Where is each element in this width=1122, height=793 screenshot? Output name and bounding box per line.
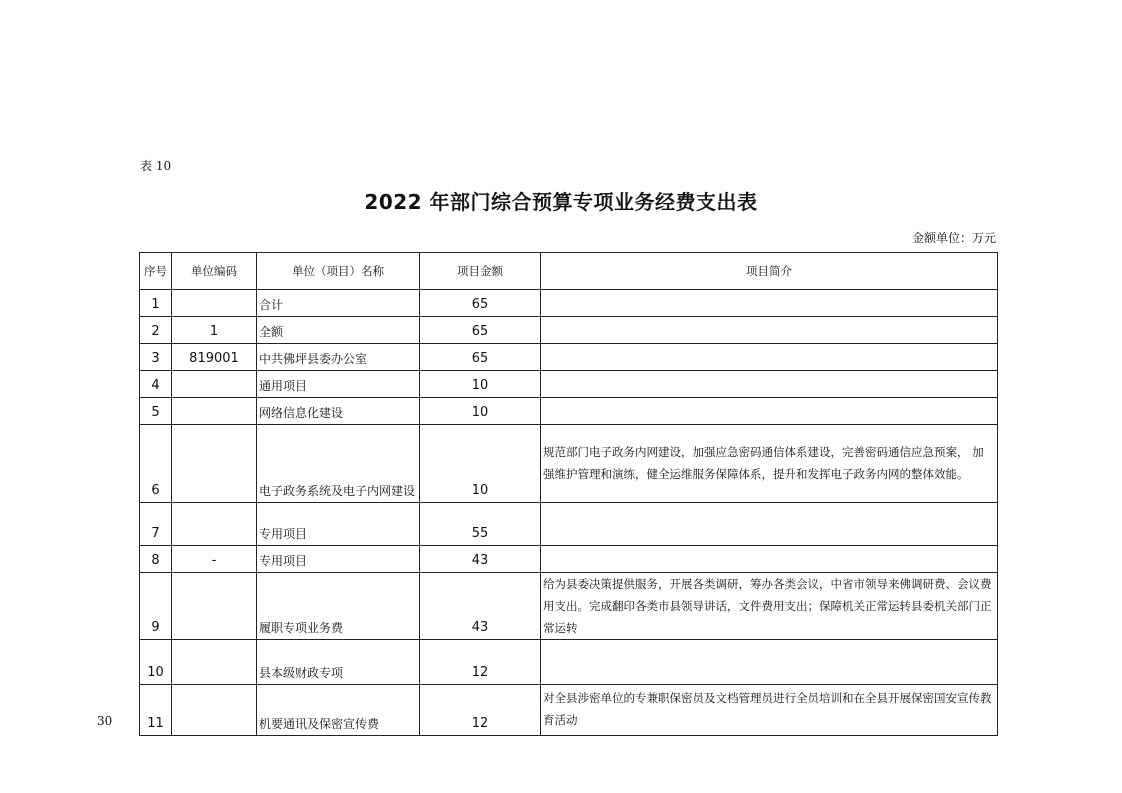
header-seq: 序号 <box>140 253 172 290</box>
table-row <box>140 317 998 344</box>
cell-name: 全额 <box>257 317 420 344</box>
table-row <box>140 425 998 503</box>
page-number: 30 <box>97 714 113 728</box>
budget-table <box>139 252 998 736</box>
cell-seq: 3 <box>140 344 172 371</box>
cell-intro <box>541 344 998 371</box>
table-row <box>140 546 998 573</box>
table-row <box>140 573 998 640</box>
cell-unit-code <box>172 290 257 317</box>
cell-name: 专用项目 <box>257 546 420 573</box>
cell-name: 专用项目 <box>257 503 420 546</box>
cell-amount: 43 <box>420 573 541 640</box>
cell-seq: 2 <box>140 317 172 344</box>
cell-intro: 对全县涉密单位的专兼职保密员及文档管理员进行全员培训和在全县开展保密国安宣传教育活动 <box>541 685 998 736</box>
cell-intro <box>541 398 998 425</box>
table-row <box>140 344 998 371</box>
header-amount: 项目金额 <box>420 253 541 290</box>
cell-name: 电子政务系统及电子内网建设 <box>257 425 420 503</box>
cell-seq: 10 <box>140 640 172 685</box>
cell-intro <box>541 317 998 344</box>
cell-unit-code <box>172 573 257 640</box>
header-name: 单位（项目）名称 <box>257 253 420 290</box>
cell-amount: 10 <box>420 398 541 425</box>
table-row <box>140 685 998 736</box>
cell-seq: 4 <box>140 371 172 398</box>
cell-amount: 65 <box>420 344 541 371</box>
cell-seq: 9 <box>140 573 172 640</box>
cell-amount: 43 <box>420 546 541 573</box>
cell-intro: 规范部门电子政务内网建设，加强应急密码通信体系建设，完善密码通信应急预案， 加强维护管理和演练，健全运维服务保障体系，提升和发挥电子政务内网的整体效能。 <box>541 425 998 503</box>
table-row <box>140 503 998 546</box>
cell-unit-code: 819001 <box>172 344 257 371</box>
cell-unit-code <box>172 503 257 546</box>
cell-seq: 1 <box>140 290 172 317</box>
cell-seq: 6 <box>140 425 172 503</box>
cell-name: 县本级财政专项 <box>257 640 420 685</box>
cell-intro <box>541 290 998 317</box>
amount-unit-note: 金额单位：万元 <box>911 231 996 245</box>
header-intro: 项目简介 <box>541 253 998 290</box>
cell-name: 网络信息化建设 <box>257 398 420 425</box>
cell-unit-code: - <box>172 546 257 573</box>
cell-intro <box>541 503 998 546</box>
cell-name: 机要通讯及保密宣传费 <box>257 685 420 736</box>
cell-seq: 11 <box>140 685 172 736</box>
cell-amount: 12 <box>420 640 541 685</box>
page-title: 2022 年部门综合预算专项业务经费支出表 <box>364 190 758 214</box>
cell-intro <box>541 640 998 685</box>
cell-amount: 65 <box>420 290 541 317</box>
cell-unit-code <box>172 371 257 398</box>
cell-seq: 8 <box>140 546 172 573</box>
cell-name: 中共佛坪县委办公室 <box>257 344 420 371</box>
cell-amount: 65 <box>420 317 541 344</box>
cell-unit-code <box>172 685 257 736</box>
cell-amount: 10 <box>420 425 541 503</box>
cell-seq: 5 <box>140 398 172 425</box>
cell-unit-code <box>172 398 257 425</box>
table-header-row <box>140 253 998 290</box>
table-row <box>140 398 998 425</box>
cell-name: 履职专项业务费 <box>257 573 420 640</box>
table-label: 表 10 <box>140 159 172 173</box>
table-row <box>140 371 998 398</box>
header-unit-code: 单位编码 <box>172 253 257 290</box>
cell-intro <box>541 371 998 398</box>
cell-unit-code: 1 <box>172 317 257 344</box>
cell-name: 合计 <box>257 290 420 317</box>
cell-unit-code <box>172 425 257 503</box>
cell-name: 通用项目 <box>257 371 420 398</box>
cell-unit-code <box>172 640 257 685</box>
table-row <box>140 640 998 685</box>
cell-intro <box>541 546 998 573</box>
cell-amount: 55 <box>420 503 541 546</box>
cell-amount: 12 <box>420 685 541 736</box>
cell-amount: 10 <box>420 371 541 398</box>
cell-seq: 7 <box>140 503 172 546</box>
table-row <box>140 290 998 317</box>
cell-intro: 给为县委决策提供服务，开展各类调研，筹办各类会议，中省市领导来佛调研费、会议费用支出。完成翻印各类市县领导讲话，文件费用支出；保障机关正常运转县委机关部门正常运转 <box>541 573 998 640</box>
